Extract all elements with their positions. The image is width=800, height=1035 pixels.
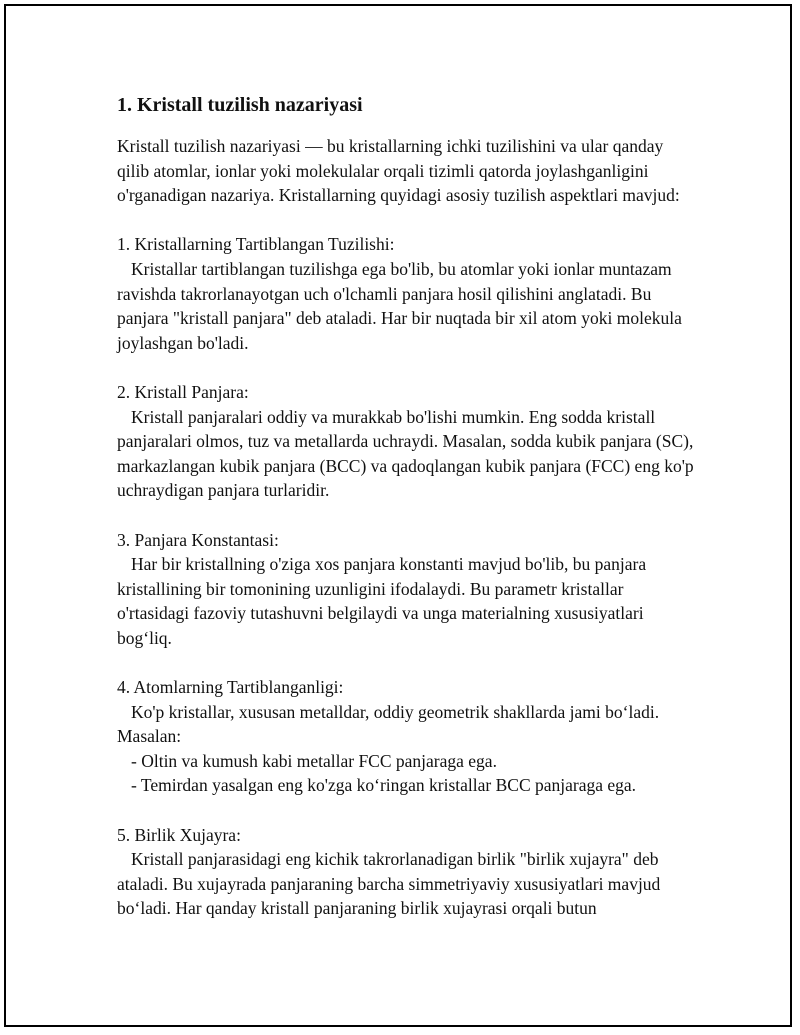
document-body bbox=[117, 92, 697, 946]
intro-paragraph: Kristall tuzilish nazariyasi — bu kristallarning ichki tuzilishini va ular qanday qilib atomlar, ionlar yoki molekulalar orqali tizimli qatorda joylashganligini o'rganadigan nazariya. Kristallarning quyidagi asosiy tuzilish aspektlari mavjud: bbox=[117, 136, 680, 206]
section-text: Ko'p kristallar, xususan metalldar, oddiy geometrik shakllarda jami bo‘ladi. Masalan: bbox=[117, 701, 660, 747]
page-title: 1. Kristall tuzilish nazariyasi bbox=[117, 94, 363, 116]
section-text: Kristallar tartiblangan tuzilishga ega bo'lib, bu atomlar yoki ionlar muntazam ravishda takrorlanayotgan uch o'lchamli panjara hosil qilishini anglatadi. Bu panjara "kristall panjara" deb ataladi. Har bir nuqtada bir xil atom yoki molekula joylashgan bo'ladi. bbox=[117, 258, 682, 353]
section-heading: 4. Atomlarning Tartiblanganligi: bbox=[117, 677, 344, 698]
section-text: Kristall panjarasidagi eng kichik takrorlanadigan birlik "birlik xujayra" deb ataladi. Bu xujayrada panjaraning barcha simmetriyaviy xususiyatlari mavjud bo‘ladi. Har qanday kristall panjaraning birlik xujayrasi orqali butun bbox=[117, 849, 661, 919]
section-text: Har bir kristallning o'ziga xos panjara konstanti mavjud bo'lib, bu panjara kristallining bir tomonining uzunligini ifodalaydi. Bu parametr kristallar o'rtasidagi fazoviy tutashuvni belgilaydi va unga materialning xususiyatlari bog‘liq. bbox=[117, 554, 647, 648]
section-1 bbox=[117, 232, 697, 355]
section-5 bbox=[117, 823, 697, 921]
section-heading: 5. Birlik Xujayra: bbox=[117, 824, 241, 845]
section-text: Kristall panjaralari oddiy va murakkab bo'lishi mumkin. Eng sodda kristall panjaralari olmos, tuz va metallarda uchraydi. Masalan, sodda kubik panjara (SC), markazlangan kubik panjara (BCC) va qadoqlangan kubik panjara (FCC) eng ko'p uchraydigan panjara turlaridir. bbox=[117, 406, 694, 501]
section-2 bbox=[117, 380, 697, 503]
list-item: - Temirdan yasalgan eng ko'zga ko‘ringan kristallar BCC panjaraga ega. bbox=[131, 775, 637, 796]
list-item: - Oltin va kumush kabi metallar FCC panjaraga ega. bbox=[131, 750, 497, 771]
section-heading: 3. Panjara Konstantasi: bbox=[117, 529, 279, 550]
section-heading: 1. Kristallarning Tartiblangan Tuzilishi: bbox=[117, 234, 395, 255]
section-4 bbox=[117, 675, 697, 798]
section-heading: 2. Kristall Panjara: bbox=[117, 381, 249, 402]
section-3 bbox=[117, 528, 697, 651]
